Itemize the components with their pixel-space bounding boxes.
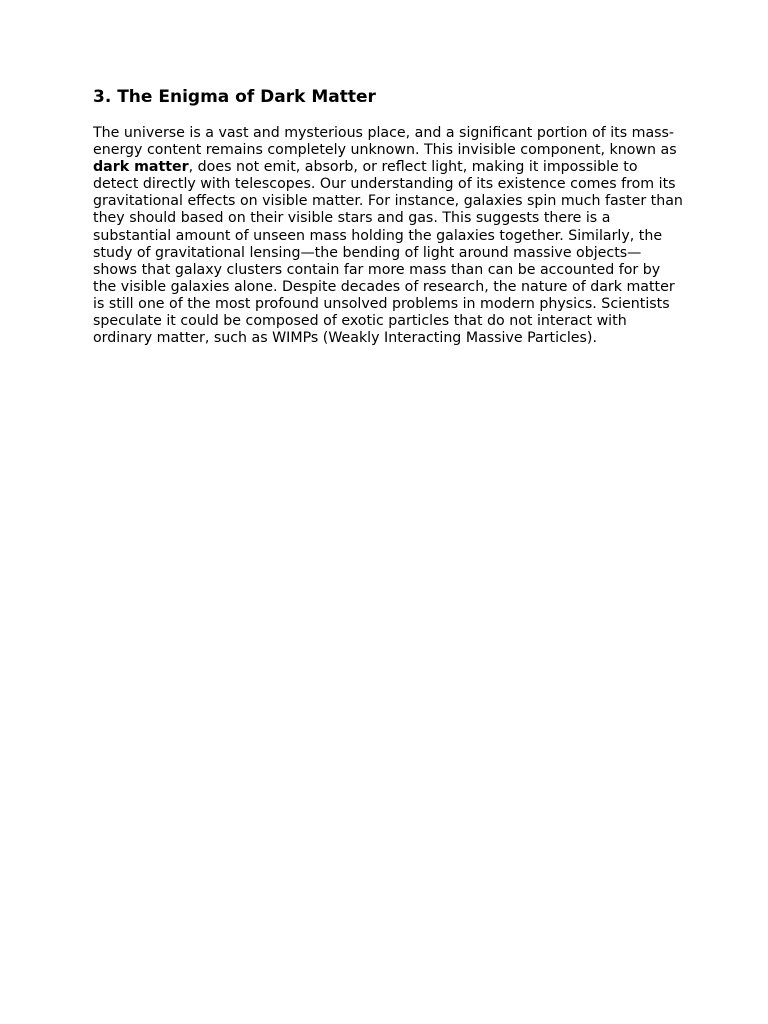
paragraph-text-end: , does not emit, absorb, or reflect light, making it impossible to detect directly with telescopes. Our understanding of its existence comes from its gravitational effects on visible matter. For instance, galaxies spin much faster than they should based on their visible stars and gas. This suggests there is a substantial amount of unseen mass holding the galaxies together. Similarly, the study of gravitational lensing—the bending of light around massive objects—shows that galaxy clusters contain far more mass than can be accounted for by the visible galaxies alone. Despite decades of research, the nature of dark matter is still one of the most profound unsolved problems in modern physics. Scientists speculate it could be composed of exotic particles that do not interact with ordinary matter, such as WIMPs (Weakly Interacting Massive Particles). — [93, 159, 683, 347]
dark-matter-term: dark matter — [93, 159, 189, 176]
paragraph-text-start: The universe is a vast and mysterious place, and a significant portion of its mass-energy content remains completely unknown. This invisible component, known as — [93, 125, 677, 159]
body-paragraph — [93, 125, 683, 347]
document-page — [93, 86, 683, 347]
section-title: 3. The Enigma of Dark Matter — [93, 87, 376, 107]
